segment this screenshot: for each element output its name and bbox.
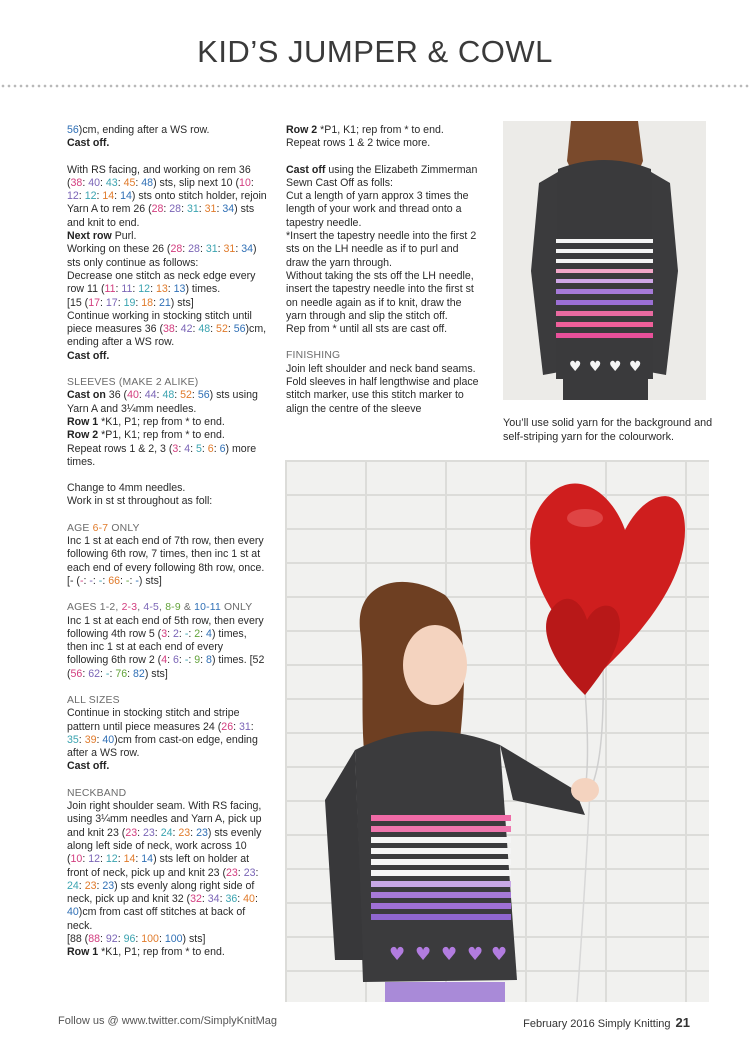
section-heading: AGES 1-2, 2-3, 4-5, 8-9 & 10-11 ONLY	[67, 602, 253, 614]
paragraph: 56)cm, ending after a WS row.	[67, 124, 210, 136]
girl-balloon-illustration	[285, 460, 709, 1002]
section-heading: FINISHING	[286, 350, 341, 362]
ages-section: AGES 1-2, 2-3, 4-5, 8-9 & 10-11 ONLY Inc 1 st at each end of 5th row, then every following 4th row 5 (3: 2: -: 2: 4) times, then inc 1 st at each end of every following 6th row 2 (4: 6: -: 9: 8) times. [52 (56: 62: -: 76: 82) sts]	[67, 602, 265, 680]
svg-text:♥: ♥	[629, 359, 642, 375]
svg-text:♥: ♥	[467, 944, 484, 965]
paragraph: Row 2 *P1, K1; rep from * to end. Repeat rows 1 & 2 twice more.	[286, 124, 444, 150]
svg-text:♥: ♥	[415, 944, 432, 965]
footer-twitter[interactable]: Follow us @ www.twitter.com/SimplyKnitMag	[58, 1015, 278, 1027]
age-6-7-section: AGE 6-7 ONLY Inc 1 st at each end of 7th row, then every following 6th row, 7 times, then inc 1 st at each end of every following 8th row, once. [- (-: -: -: 66: -: -) sts]	[67, 522, 265, 587]
svg-text:♥: ♥	[389, 944, 406, 965]
all-sizes-section: ALL SIZES Continue in stocking stitch and stripe pattern until piece measures 24 (26: 31: 35: 39: 40)cm from cast-on edge, ending after a WS row. Cast off.	[67, 694, 258, 773]
column-2	[286, 124, 484, 429]
svg-text:♥: ♥	[589, 359, 602, 375]
section-heading: AGE 6-7 ONLY	[67, 522, 140, 534]
sleeves-section: SLEEVES (MAKE 2 ALIKE) Cast on 36 (40: 44: 48: 52: 56) sts using Yarn A and 3¼mm needles. Row 1 *K1, P1; rep from * to end. Row 2 *P1, K1; rep from * to end. Repeat rows 1 & 2, 3 (3: 4: 5: 6: 6) more times.	[67, 377, 258, 468]
svg-text:♥: ♥	[441, 944, 458, 965]
section-heading: NECKBAND	[67, 787, 127, 799]
page-title: KID’S JUMPER & COWL	[197, 34, 553, 69]
section-heading: SLEEVES (MAKE 2 ALIKE)	[67, 377, 199, 389]
jumper-back-photo	[503, 121, 706, 400]
footer-issue: February 2016 Simply Knitting 21	[523, 1015, 690, 1030]
column-1	[67, 124, 267, 973]
girl-balloon-photo	[285, 460, 709, 1002]
svg-text:♥: ♥	[569, 359, 582, 375]
section-heading: ALL SIZES	[67, 694, 120, 706]
jumper-back-illustration	[503, 121, 706, 400]
svg-text:♥: ♥	[609, 359, 622, 375]
finishing-section: FINISHING Join left shoulder and neck band seams. Fold sleeves in half lengthwise and place stitch marker, use this stitch marker to align the centre of the sleeve	[286, 350, 479, 415]
change-needles: Change to 4mm needles. Work in st st throughout as foll:	[67, 482, 213, 508]
cast-off-paragraph: Cast off using the Elizabeth Zimmerman Sewn Cast Off as folls: Cut a length of yarn approx 3 times the length of your work and thread onto a tapestry needle. *Insert the tapestry needle into the first 2 sts on the LH needle as if to purl and draw the yarn through. Without taking the sts off the LH needle, insert the tapestry needle into the first st on needle again as if to knit, draw the yarn through and slip the stitch off. Rep from * until all sts are cast off.	[286, 163, 478, 336]
photo-caption: You’ll use solid yarn for the background and self-striping yarn for the colourwork.	[503, 417, 713, 443]
page-number: 21	[675, 1015, 690, 1030]
dotted-divider	[0, 84, 750, 88]
svg-text:♥: ♥	[491, 944, 508, 965]
paragraph: Cast off.	[67, 137, 110, 150]
front-neck-paragraph: With RS facing, and working on rem 36 (38: 40: 43: 45: 48) sts, slip next 10 (10: 12: 12: 14: 14) sts onto stitch holder, rejoin Yarn A to rem 26 (28: 28: 31: 31: 34) sts and knit to end. Next row Purl. Working on these 26 (28: 28: 31: 31: 34) sts only continue as follows: Decrease one stitch as neck edge every row 11 (11: 11: 12: 13: 13) times. [15 (17: 17: 19: 18: 21) sts] Continue working in stocking stitch until piece measures 36 (38: 42: 48: 52: 56)cm, ending after a WS row. Cast off.	[67, 163, 267, 362]
neckband-section: NECKBAND Join right shoulder seam. With RS facing, using 3¼mm needles and Yarn A, pick up and knit 23 (23: 23: 24: 23: 23) sts evenly along left side of neck, work across 10 (10: 12: 12: 14: 14) sts left on holder at front of neck, pick up and knit 23 (23: 23: 24: 23: 23) sts evenly along right side of neck, pick up and knit 32 (32: 34: 36: 40: 40)cm from cast off stitches at back of neck. [88 (88: 92: 96: 100: 100) sts] Row 1 *K1, P1; rep from * to end.	[67, 787, 262, 959]
